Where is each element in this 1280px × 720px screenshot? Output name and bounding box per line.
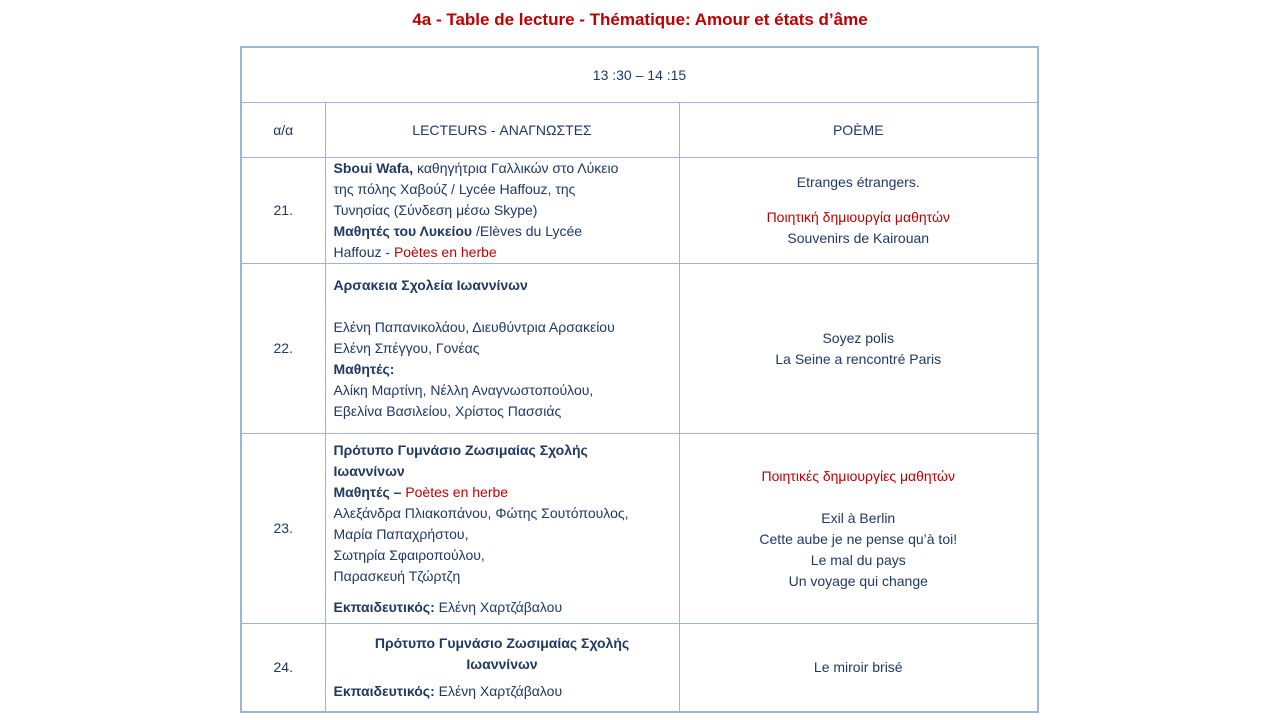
spacer: [681, 487, 1037, 508]
table-row: [241, 158, 1038, 264]
readers-line: [334, 221, 671, 242]
highlight-label: Ποιητικές δημιουργίες μαθητών: [761, 467, 955, 484]
table-header-row: [241, 103, 1038, 158]
readers-cell: [325, 158, 679, 264]
poem-title: Un voyage qui change: [788, 572, 928, 589]
time-slot-row: [241, 47, 1038, 103]
readers-line: Παρασκευή Τζώρτζη: [333, 567, 461, 584]
teacher-name: Ελένη Χαρτζάβαλου: [434, 682, 563, 699]
readers-line: Ελένη Σπέγγου, Γονέας: [333, 340, 480, 356]
school-name: Ιωαννίνων: [333, 462, 405, 479]
row-number: 24.: [241, 624, 325, 712]
row-number: 22.: [241, 264, 325, 434]
students-label: Μαθητές:: [333, 361, 395, 377]
time-slot: 13 :30 – 14 :15: [241, 47, 1038, 103]
poem-title: Soyez polis: [822, 329, 895, 346]
reader-role: καθηγήτρια Γαλλικών στο Λύκειο: [413, 160, 619, 176]
readers-line: [334, 597, 671, 618]
teacher-label: Εκπαιδευτικός:: [333, 682, 435, 699]
teacher-label: Εκπαιδευτικός:: [333, 598, 435, 615]
school-name: Αρσακεια Σχολεία Ιωαννίνων: [333, 277, 528, 293]
poem-title: Le mal du pays: [810, 551, 906, 568]
readers-line: Τυνησίας (Σύνδεση μέσω Skype): [333, 202, 538, 218]
readers-line: [334, 242, 671, 263]
row-number: 23.: [241, 434, 325, 624]
page-title: 4a - Table de lecture - Thématique: Amour et états d’âme: [412, 10, 868, 29]
readers-line: [334, 158, 671, 179]
spacer: [681, 193, 1037, 207]
school-name: Ιωαννίνων: [466, 655, 538, 672]
teacher-name: Ελένη Χαρτζάβαλου: [434, 598, 563, 615]
poem-title: Cette aube je ne pense qu’à toi!: [759, 530, 958, 547]
students-label: Μαθητές του Λυκείου: [333, 223, 473, 239]
readers-line: Σωτηρία Σφαιροπούλου,: [333, 546, 485, 563]
poem-title: Etranges étrangers.: [796, 174, 920, 190]
readers-line: Εβελίνα Βασιλείου, Χρίστος Πασσιάς: [333, 403, 562, 419]
column-header-poem: POÈME: [679, 103, 1038, 158]
readers-cell: [325, 624, 679, 712]
row-number: 21.: [241, 158, 325, 264]
reader-name: Sboui Wafa,: [333, 160, 414, 176]
readers-line: Αλίκη Μαρτίνη, Νέλλη Αναγνωστοπούλου,: [333, 382, 594, 398]
readers-line: [334, 681, 671, 702]
students-label: Μαθητές –: [333, 483, 406, 500]
table-row: [241, 624, 1038, 712]
highlight-label: Poètes en herbe: [405, 483, 509, 500]
readers-line: [334, 482, 671, 503]
readers-cell: [325, 434, 679, 624]
school-name: Πρότυπο Γυμνάσιο Ζωσιμαίας Σχολής: [333, 441, 588, 458]
spacer: [334, 587, 671, 597]
readers-line: Μαρία Παπαχρήστου,: [333, 525, 469, 542]
readers-line: Ελένη Παπανικολάου, Διευθύντρια Αρσακείου: [333, 319, 615, 335]
poem-cell: [679, 434, 1038, 624]
school-name: Haffouz -: [333, 244, 394, 260]
highlight-label: Ποιητική δημιουργία μαθητών: [766, 209, 950, 225]
poem-title: Le miroir brisé: [813, 658, 903, 675]
table-row: [241, 434, 1038, 624]
poem-title: Exil à Berlin: [821, 509, 896, 526]
readers-line: της πόλης Χαβούζ / Lycée Haffouz, της: [333, 181, 576, 197]
readers-cell: [325, 264, 679, 434]
poem-cell: [679, 264, 1038, 434]
spacer: [334, 296, 671, 317]
column-header-number: α/α: [241, 103, 325, 158]
highlight-label: Poètes en herbe: [393, 244, 497, 260]
poem-title: La Seine a rencontré Paris: [775, 350, 942, 367]
column-header-readers: LECTEURS - ΑΝΑΓΝΩΣΤΕΣ: [325, 103, 679, 158]
poem-title: Souvenirs de Kairouan: [787, 230, 930, 246]
table-row: [241, 264, 1038, 434]
reading-schedule-table: [240, 46, 1039, 713]
poem-cell: [679, 158, 1038, 264]
readers-line: Αλεξάνδρα Πλιακοπάνου, Φώτης Σουτόπουλος,: [333, 504, 629, 521]
poem-cell: [679, 624, 1038, 712]
students-school: /Elèves du Lycée: [472, 223, 583, 239]
school-name: Πρότυπο Γυμνάσιο Ζωσιμαίας Σχολής: [374, 634, 630, 651]
